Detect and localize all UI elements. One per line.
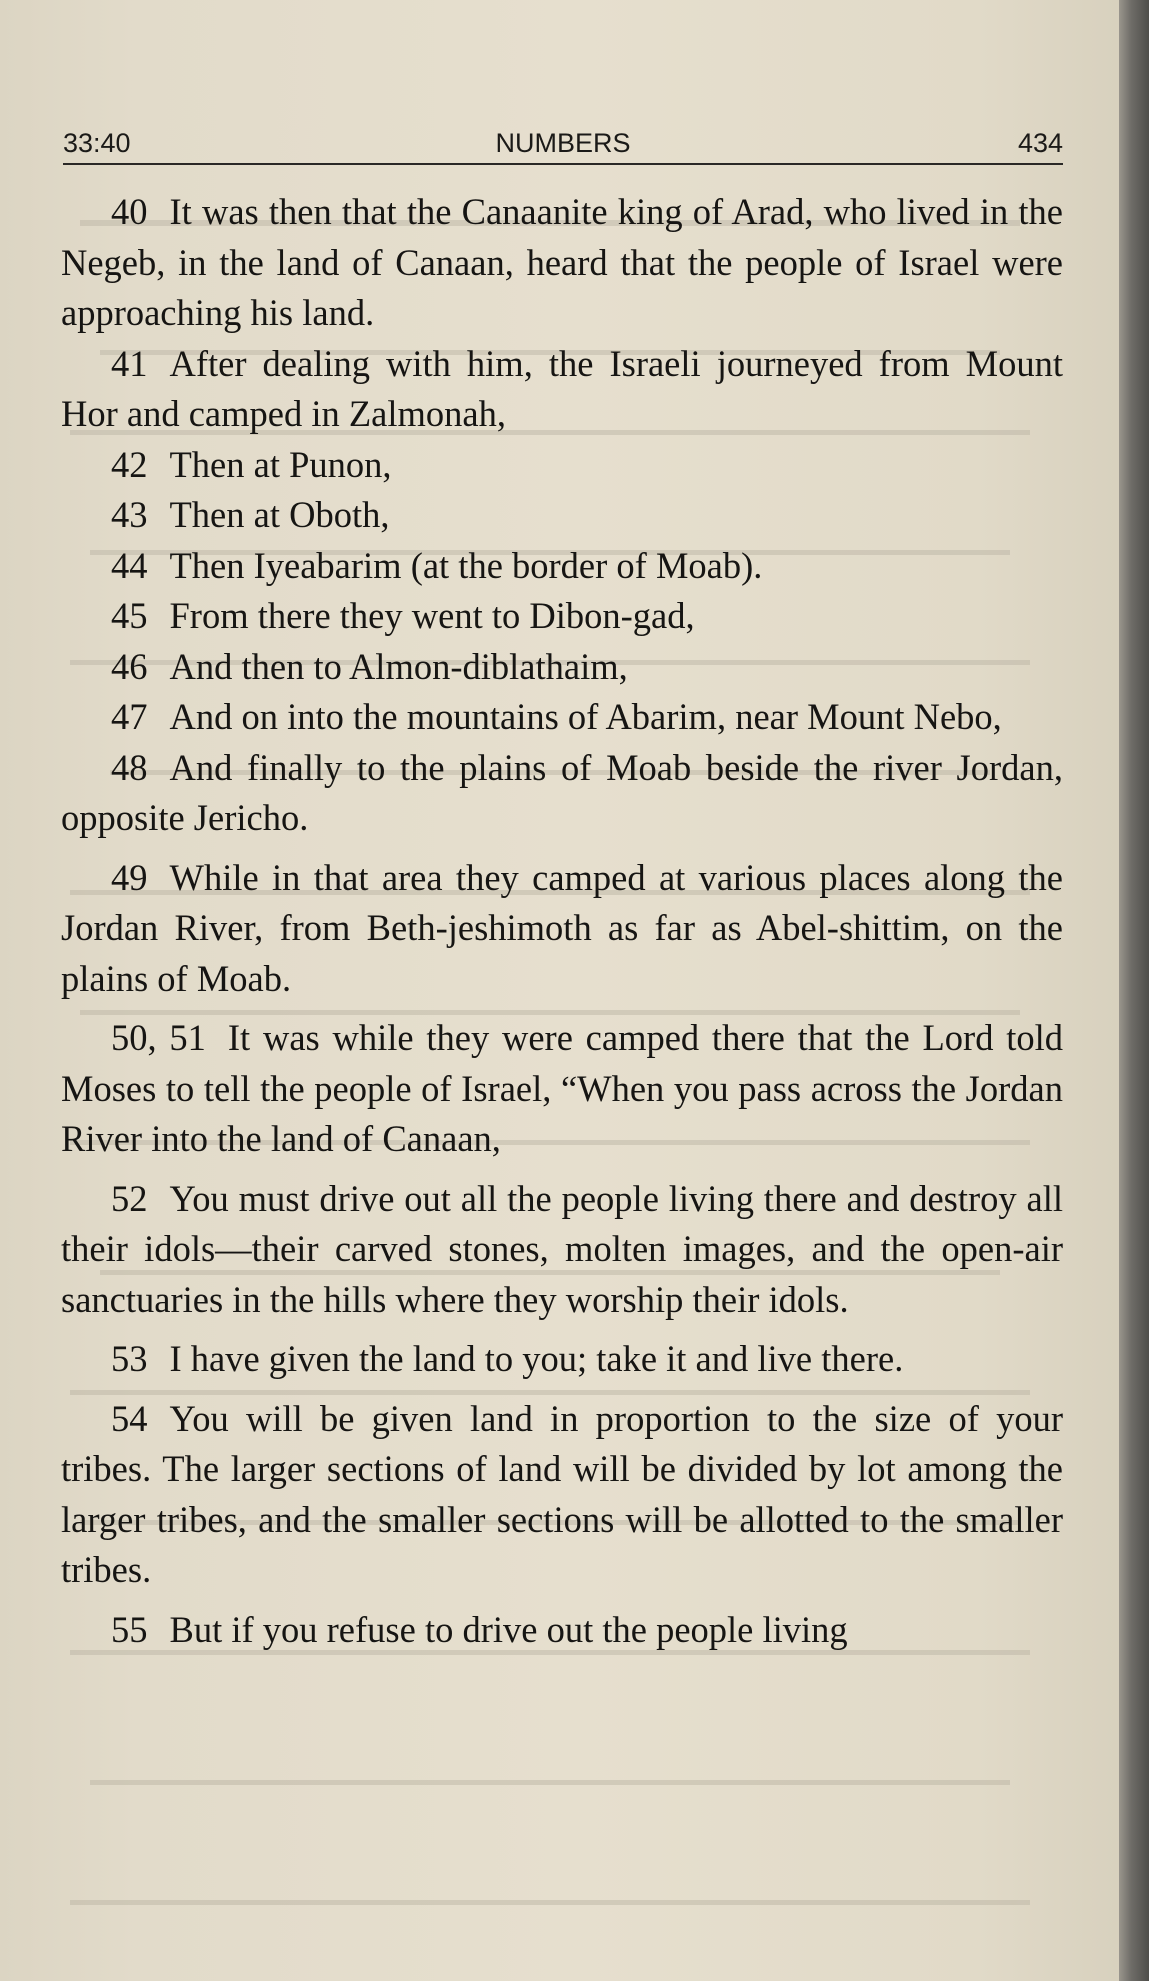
verse-text: It was then that the Canaanite king of Arad, who lived in the Negeb, in the land of Canaan, heard that the people of Israel were approaching his land. [61,191,1063,333]
verse-53 [61,1334,1063,1385]
book-spine-shadow [1119,0,1149,1981]
verse-number: 42 [111,443,148,485]
verse-number: 53 [111,1338,148,1379]
chapter-verse-reference: 33:40 [63,128,131,158]
verse-number: 41 [111,342,148,384]
verse-number: 50, 51 [111,1017,206,1058]
verse-47 [61,692,1063,743]
verse-text: From there they went to Dibon-gad, [169,595,695,636]
verse-50-51 [61,1013,1063,1165]
verse-number: 47 [111,696,148,737]
book-title: NUMBERS [495,128,631,158]
verse-text: And then to Almon-diblathaim, [169,645,628,687]
verse-text: But if you refuse to drive out the people living [169,1608,848,1650]
verse-number: 40 [111,191,148,232]
verse-48 [61,743,1063,844]
verse-text: I have given the land to you; take it and live there. [169,1338,904,1379]
scripture-text [61,187,1063,1655]
verse-44 [61,541,1063,592]
page-number: 434 [1017,128,1063,158]
verse-45 [61,591,1063,642]
verse-text: And on into the mountains of Abarim, near Mount Nebo, [169,696,1002,737]
verse-number: 43 [111,494,148,535]
verse-49 [61,853,1063,1005]
verse-55 [61,1605,1063,1656]
verse-text: Then at Punon, [169,443,392,485]
verse-text: Then at Oboth, [169,494,390,535]
verse-52 [61,1174,1063,1326]
header-rule [63,163,1063,165]
verse-text: While in that area they camped at various places along the Jordan River, from Beth-jeshimoth as far as Abel-shittim, on the plains of Moab. [61,856,1063,999]
verse-number: 49 [111,856,148,898]
verse-text: Then Iyeabarim (at the border of Moab). [169,544,763,586]
verse-text: After dealing with him, the Israeli journeyed from Mount Hor and camped in Zalmonah, [61,342,1063,434]
verse-42 [61,440,1063,491]
verse-number: 52 [111,1177,148,1219]
verse-text: You will be given land in proportion to the size of your tribes. The larger sections of land will be divided by lot among the larger tribes, and the smaller sections will be allotted to the smaller tribes. [61,1397,1063,1590]
verse-number: 46 [111,645,148,687]
verse-40 [61,187,1063,339]
page-header [63,128,1063,162]
verse-41 [61,339,1063,440]
verse-text: You must drive out all the people living there and destroy all their idols—their carved stones, molten images, and the open-air sanctuaries in the hills where they worship their idols. [61,1177,1063,1320]
verse-number: 45 [111,595,148,636]
verse-43 [61,490,1063,541]
verse-46 [61,642,1063,693]
verse-number: 54 [111,1397,148,1439]
verse-54 [61,1394,1063,1596]
verse-number: 55 [111,1608,148,1650]
verse-text: And finally to the plains of Moab beside the river Jordan, opposite Jericho. [61,746,1063,838]
verse-number: 44 [111,544,148,586]
verse-text: It was while they were camped there that the Lord told Moses to tell the people of Israel, “When you pass across the Jordan River into the land of Canaan, [61,1017,1064,1159]
verse-number: 48 [111,746,148,788]
